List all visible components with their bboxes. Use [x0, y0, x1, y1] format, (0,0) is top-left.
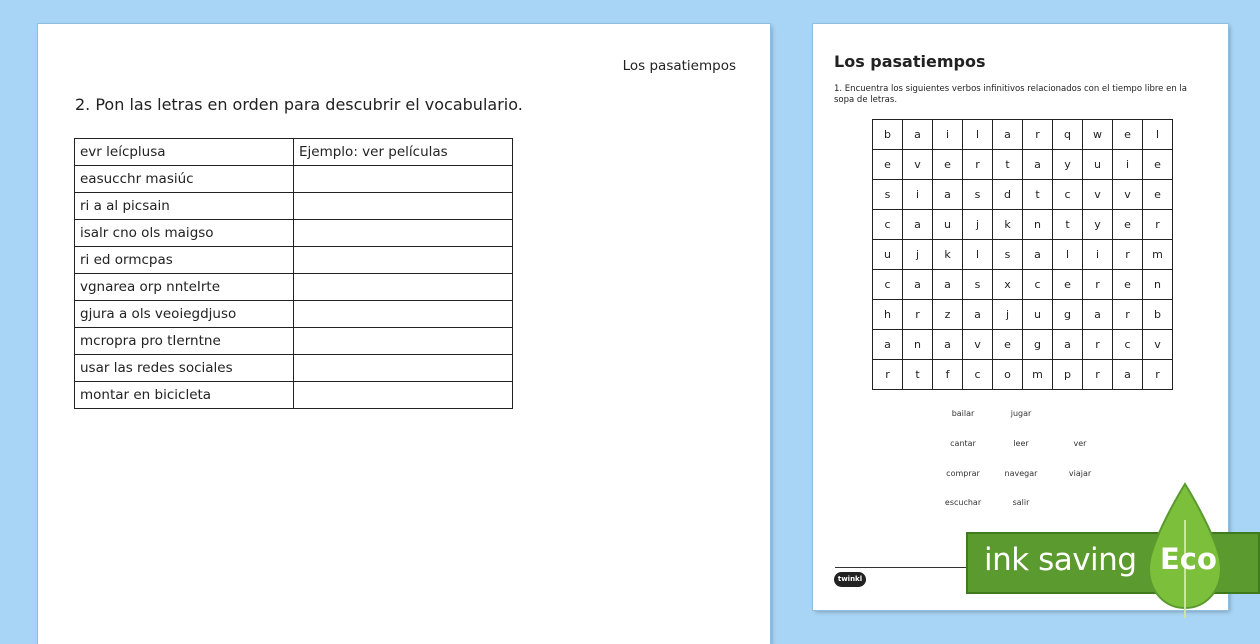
grid-cell[interactable]: i — [903, 180, 933, 210]
answer-cell[interactable] — [294, 220, 513, 247]
grid-cell[interactable]: u — [1083, 150, 1113, 180]
grid-cell[interactable]: y — [1083, 210, 1113, 240]
grid-cell[interactable]: c — [1023, 270, 1053, 300]
grid-cell[interactable]: c — [1113, 330, 1143, 360]
grid-cell[interactable]: c — [873, 270, 903, 300]
grid-cell[interactable]: e — [1113, 270, 1143, 300]
eco-label: Eco — [1160, 542, 1217, 576]
scrambled-cell: montar en bicicleta — [75, 382, 294, 409]
answer-cell[interactable] — [294, 247, 513, 274]
grid-cell[interactable]: v — [903, 150, 933, 180]
grid-cell[interactable]: a — [933, 270, 963, 300]
grid-cell[interactable]: t — [1053, 210, 1083, 240]
answer-cell[interactable] — [294, 382, 513, 409]
ink-saving-text: ink saving — [984, 542, 1137, 578]
grid-row — [873, 360, 1173, 390]
instruction-text: 2. Pon las letras en orden para descubrir el vocabulario. — [75, 95, 523, 114]
grid-cell[interactable]: e — [1143, 150, 1173, 180]
grid-cell[interactable]: a — [933, 180, 963, 210]
grid-cell[interactable]: s — [963, 270, 993, 300]
grid-row — [873, 150, 1173, 180]
grid-row — [873, 300, 1173, 330]
grid-cell[interactable]: l — [963, 120, 993, 150]
answer-cell[interactable] — [294, 355, 513, 382]
grid-cell[interactable]: f — [933, 360, 963, 390]
grid-cell[interactable]: r — [1083, 360, 1113, 390]
grid-cell[interactable]: w — [1083, 120, 1113, 150]
word-item: comprar — [946, 469, 980, 478]
grid-cell[interactable]: u — [873, 240, 903, 270]
page-title: Los pasatiempos — [834, 52, 986, 71]
grid-cell[interactable]: s — [873, 180, 903, 210]
twinkl-logo: twinkl — [834, 572, 866, 587]
grid-cell[interactable]: e — [1113, 210, 1143, 240]
grid-row — [873, 330, 1173, 360]
grid-cell[interactable]: z — [933, 300, 963, 330]
grid-cell[interactable]: x — [993, 270, 1023, 300]
scrambled-cell: ri ed ormcpas — [75, 247, 294, 274]
grid-row — [873, 240, 1173, 270]
grid-cell[interactable]: a — [1023, 240, 1053, 270]
grid-cell[interactable]: a — [873, 330, 903, 360]
grid-cell[interactable]: j — [903, 240, 933, 270]
word-item: salir — [1012, 498, 1030, 507]
grid-cell[interactable]: t — [903, 360, 933, 390]
table-row — [75, 301, 513, 328]
answer-cell[interactable] — [294, 301, 513, 328]
table-row — [75, 166, 513, 193]
grid-cell[interactable]: r — [1113, 300, 1143, 330]
grid-cell[interactable]: i — [1113, 150, 1143, 180]
scrambled-cell: isalr cno ols maigso — [75, 220, 294, 247]
grid-cell[interactable]: j — [963, 210, 993, 240]
word-item: jugar — [1010, 409, 1032, 418]
grid-cell[interactable]: v — [1113, 180, 1143, 210]
grid-cell[interactable]: m — [1023, 360, 1053, 390]
word-item: cantar — [950, 439, 976, 448]
grid-cell[interactable]: i — [933, 120, 963, 150]
grid-cell[interactable]: d — [993, 180, 1023, 210]
grid-cell[interactable]: e — [873, 150, 903, 180]
grid-cell[interactable]: a — [963, 300, 993, 330]
footer-divider — [835, 567, 985, 568]
table-row — [75, 382, 513, 409]
table-row — [75, 355, 513, 382]
grid-row — [873, 210, 1173, 240]
answer-cell[interactable] — [294, 166, 513, 193]
grid-cell[interactable]: a — [903, 120, 933, 150]
grid-cell[interactable]: l — [1143, 120, 1173, 150]
grid-cell[interactable]: e — [1113, 120, 1143, 150]
grid-cell[interactable]: r — [963, 150, 993, 180]
grid-row — [873, 180, 1173, 210]
grid-cell[interactable]: g — [1023, 330, 1053, 360]
word-item: ver — [1073, 439, 1087, 448]
grid-cell[interactable]: l — [1053, 240, 1083, 270]
table-row — [75, 193, 513, 220]
scrambled-cell: ri a al picsain — [75, 193, 294, 220]
grid-cell[interactable]: a — [903, 210, 933, 240]
grid-cell[interactable]: g — [1053, 300, 1083, 330]
grid-cell[interactable]: i — [1083, 240, 1113, 270]
grid-cell[interactable]: r — [903, 300, 933, 330]
grid-cell[interactable]: c — [963, 360, 993, 390]
grid-cell[interactable]: o — [993, 360, 1023, 390]
grid-cell[interactable]: v — [1143, 330, 1173, 360]
grid-cell[interactable]: r — [1083, 270, 1113, 300]
grid-cell[interactable]: u — [1023, 300, 1053, 330]
unscramble-table — [74, 138, 513, 409]
grid-cell[interactable]: l — [963, 240, 993, 270]
grid-cell[interactable]: n — [903, 330, 933, 360]
grid-cell[interactable]: a — [1113, 360, 1143, 390]
grid-cell[interactable]: e — [1143, 180, 1173, 210]
grid-cell[interactable]: e — [1053, 270, 1083, 300]
grid-cell[interactable]: n — [1143, 270, 1173, 300]
grid-row — [873, 270, 1173, 300]
word-item: escuchar — [944, 498, 982, 507]
grid-cell[interactable]: a — [933, 330, 963, 360]
grid-cell[interactable]: n — [1023, 210, 1053, 240]
grid-cell[interactable]: r — [873, 360, 903, 390]
grid-cell[interactable]: s — [993, 240, 1023, 270]
grid-cell[interactable]: c — [1053, 180, 1083, 210]
grid-cell[interactable]: t — [1023, 180, 1053, 210]
grid-cell[interactable]: a — [1083, 300, 1113, 330]
grid-cell[interactable]: q — [1053, 120, 1083, 150]
table-row — [75, 274, 513, 301]
table-row — [75, 139, 513, 166]
grid-cell[interactable]: v — [963, 330, 993, 360]
grid-cell[interactable]: a — [1053, 330, 1083, 360]
grid-cell[interactable]: a — [1023, 150, 1053, 180]
grid-cell[interactable]: r — [1023, 120, 1053, 150]
word-item: navegar — [1004, 469, 1038, 478]
grid-row — [873, 120, 1173, 150]
scrambled-cell: mcropra pro tIerntne — [75, 328, 294, 355]
worksheet-page-2 — [38, 24, 770, 644]
table-row — [75, 328, 513, 355]
grid-cell[interactable]: u — [933, 210, 963, 240]
grid-cell[interactable]: e — [993, 330, 1023, 360]
answer-cell[interactable]: Ejemplo: ver películas — [294, 139, 513, 166]
grid-cell[interactable]: e — [933, 150, 963, 180]
answer-cell[interactable] — [294, 193, 513, 220]
grid-cell[interactable]: a — [993, 120, 1023, 150]
grid-cell[interactable]: b — [1143, 300, 1173, 330]
word-item: bailar — [951, 409, 975, 418]
grid-cell[interactable]: s — [963, 180, 993, 210]
scrambled-cell: vgnarea orp nnteIrte — [75, 274, 294, 301]
grid-cell[interactable]: v — [1083, 180, 1113, 210]
grid-cell[interactable]: b — [873, 120, 903, 150]
grid-cell[interactable]: r — [1113, 240, 1143, 270]
grid-cell[interactable]: r — [1143, 210, 1173, 240]
grid-cell[interactable]: t — [993, 150, 1023, 180]
scrambled-cell: gjura a ols veoiegdjuso — [75, 301, 294, 328]
word-item: leer — [1013, 439, 1029, 448]
grid-cell[interactable]: h — [873, 300, 903, 330]
answer-cell[interactable] — [294, 328, 513, 355]
table-row — [75, 247, 513, 274]
scrambled-cell: easucchr masiúc — [75, 166, 294, 193]
grid-cell[interactable]: a — [903, 270, 933, 300]
grid-cell[interactable]: k — [993, 210, 1023, 240]
grid-cell[interactable]: j — [993, 300, 1023, 330]
page-header: Los pasatiempos — [622, 58, 736, 74]
word-search-grid — [872, 119, 1173, 390]
grid-cell[interactable]: r — [1083, 330, 1113, 360]
grid-cell[interactable]: p — [1053, 360, 1083, 390]
scrambled-cell: usar las redes sociales — [75, 355, 294, 382]
grid-cell[interactable]: y — [1053, 150, 1083, 180]
word-item: viajar — [1068, 469, 1092, 478]
grid-cell[interactable]: m — [1143, 240, 1173, 270]
grid-cell[interactable]: k — [933, 240, 963, 270]
table-row — [75, 220, 513, 247]
grid-cell[interactable]: c — [873, 210, 903, 240]
instruction-text: 1. Encuentra los siguientes verbos infinitivos relacionados con el tiempo libre en la sopa de letras. — [834, 84, 1187, 105]
grid-cell[interactable]: r — [1143, 360, 1173, 390]
answer-cell[interactable] — [294, 274, 513, 301]
scrambled-cell: evr leícplusa — [75, 139, 294, 166]
